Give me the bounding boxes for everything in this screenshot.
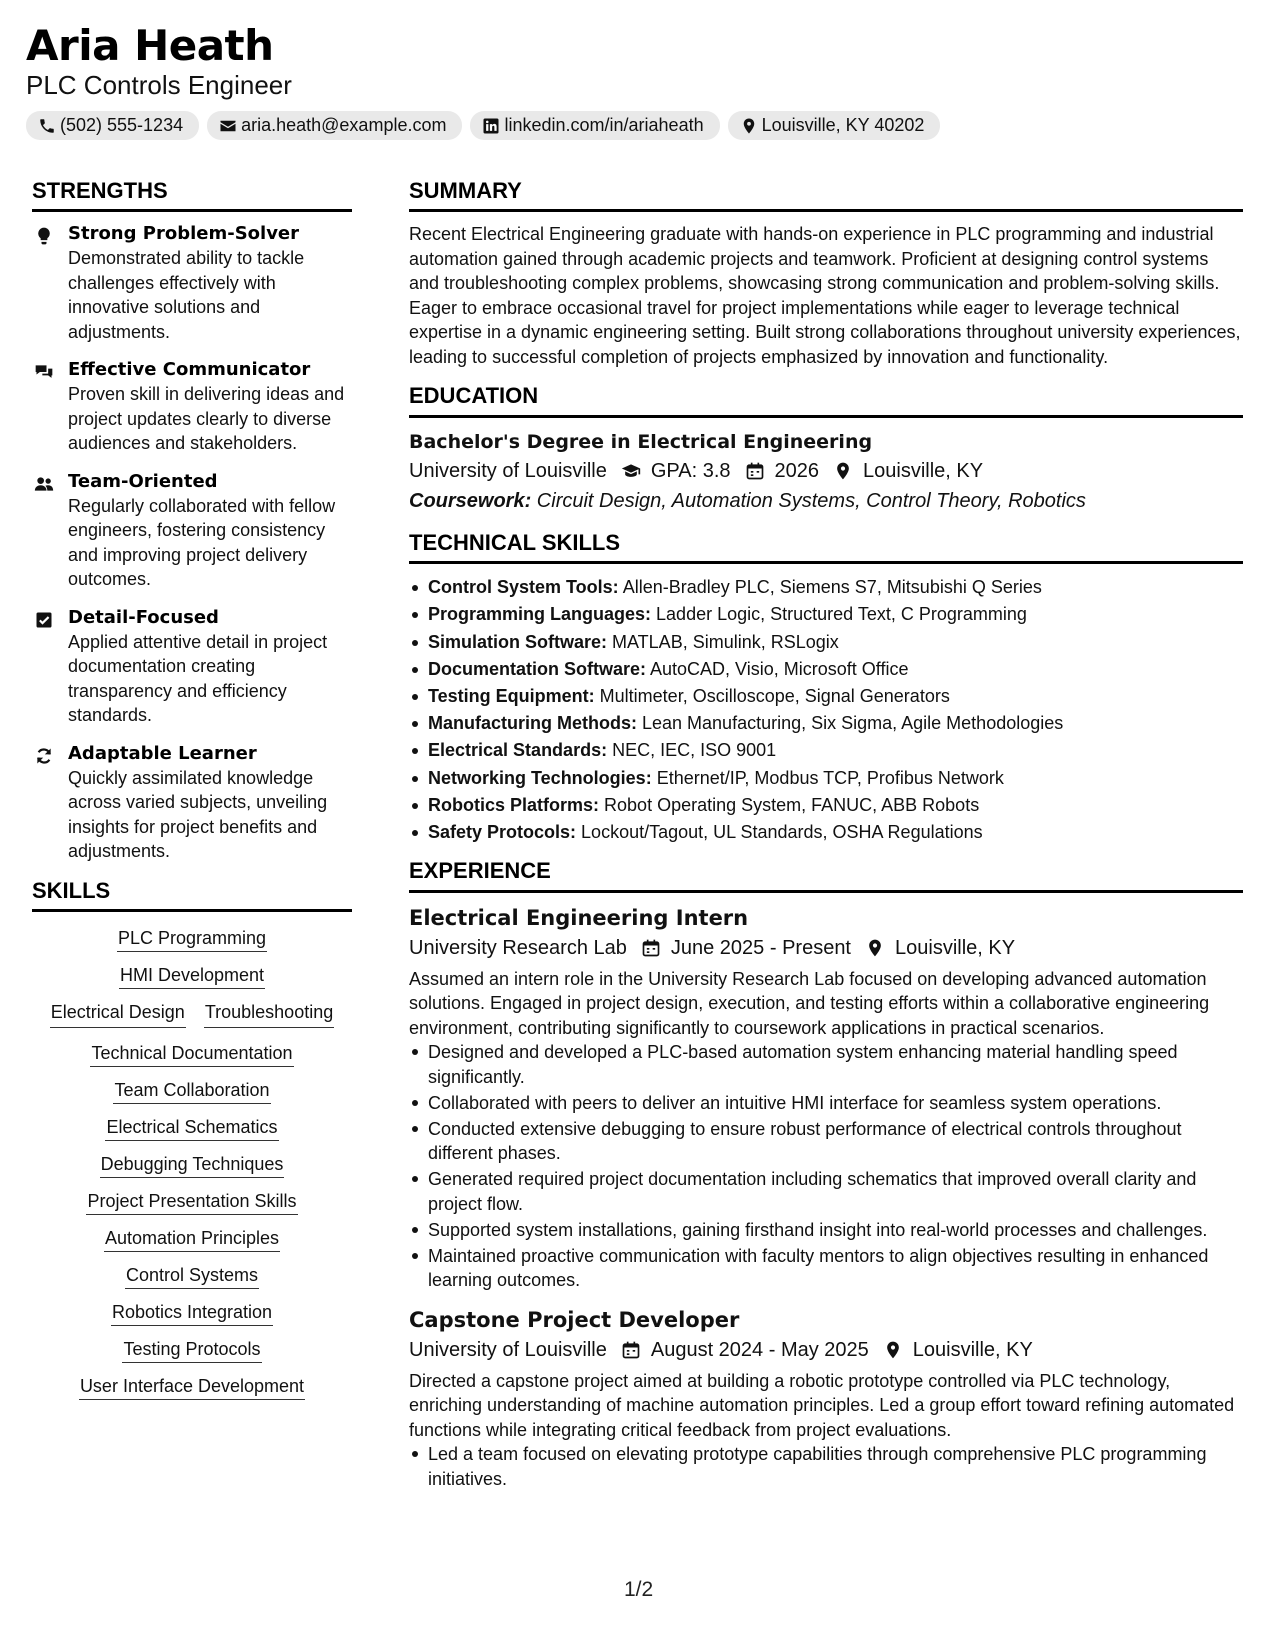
job-title: Capstone Project Developer bbox=[409, 1307, 740, 1332]
strength-description: Proven skill in delivering ideas and project updates clearly to diverse audiences and stakeholders. bbox=[68, 384, 345, 454]
job-meta bbox=[409, 933, 1243, 963]
left-column bbox=[32, 178, 352, 1398]
strength-description: Regularly collaborated with fellow engineers, fostering consistency and improving project delivery outcomes. bbox=[68, 495, 336, 590]
skill-row bbox=[32, 1374, 352, 1398]
job-description: Directed a capstone project aimed at building a robotic prototype controlled via PLC technology, enriching understanding of machine automation principles. Led a group effort toward refining automated functions while integrating critical feedback from project evaluations. bbox=[409, 1370, 1235, 1440]
skill-tag: Electrical Schematics bbox=[105, 1117, 278, 1141]
list-item: Supported system installations, gaining firsthand insight into real-world processes and challenges. bbox=[409, 1218, 1243, 1243]
strength-item bbox=[32, 470, 352, 592]
phone-icon bbox=[38, 117, 56, 135]
list-item: Testing Equipment: Multimeter, Oscilloscope, Signal Generators bbox=[409, 683, 1243, 710]
date-range: August 2024 - May 2025 bbox=[650, 1338, 869, 1361]
skill-tag: Testing Protocols bbox=[122, 1339, 261, 1363]
strength-item bbox=[32, 358, 352, 456]
coursework bbox=[409, 486, 1243, 516]
calendar-icon bbox=[621, 1340, 641, 1360]
skill-tag: PLC Programming bbox=[117, 928, 267, 952]
list-item: Led a team focused on elevating prototype capabilities through comprehensive PLC programming initiatives. bbox=[409, 1442, 1243, 1491]
job-entry bbox=[409, 1305, 1243, 1492]
phone-chip[interactable] bbox=[26, 111, 199, 140]
map-pin-icon bbox=[833, 461, 853, 481]
summary-text: Recent Electrical Engineering graduate with hands-on experience in PLC programming and industrial automation gained through academic projects and teamwork. Proficient at designing control systems and troubleshooting complex problems, showcasing strong communication and problem-solving skills. Eager to embrace occasional travel for project implementations while eager to leverage technical expertise in a dynamic engineering setting. Built strong collaborations throughout university experiences, leading to successful completion of projects emphasized by innovation and functionality. bbox=[409, 224, 1241, 367]
skill-tag: Electrical Design bbox=[50, 1000, 186, 1028]
resume-header bbox=[26, 22, 1256, 140]
skill-tag: User Interface Development bbox=[79, 1376, 305, 1400]
list-item: Collaborated with peers to deliver an intuitive HMI interface for seamless system operations. bbox=[409, 1091, 1243, 1116]
skill-row bbox=[32, 1226, 352, 1250]
technical-skills-list bbox=[409, 574, 1243, 846]
skill-tag: HMI Development bbox=[119, 965, 265, 989]
graduation-year: 2026 bbox=[774, 459, 820, 482]
skill-tag: Project Presentation Skills bbox=[86, 1191, 297, 1215]
job-location: Louisville, KY bbox=[912, 1338, 1033, 1361]
skill-row bbox=[32, 963, 352, 987]
strength-description: Demonstrated ability to tackle challenges effectively with innovative solutions and adjustments. bbox=[68, 248, 305, 342]
list-item: Documentation Software: AutoCAD, Visio, Microsoft Office bbox=[409, 656, 1243, 683]
job-entry bbox=[409, 903, 1243, 1293]
right-column bbox=[409, 178, 1243, 1503]
education-location: Louisville, KY bbox=[863, 459, 984, 482]
skill-row bbox=[32, 1189, 352, 1213]
refresh-icon bbox=[34, 746, 54, 766]
linkedin-chip[interactable] bbox=[470, 111, 719, 140]
skill-tag: Robotics Integration bbox=[111, 1302, 273, 1326]
job-location: Louisville, KY bbox=[895, 936, 1016, 959]
list-item: Networking Technologies: Ethernet/IP, Modbus TCP, Profibus Network bbox=[409, 765, 1243, 792]
map-pin-icon bbox=[883, 1340, 903, 1360]
calendar-icon bbox=[745, 461, 765, 481]
email-text: aria.heath@example.com bbox=[241, 115, 447, 136]
list-item: Simulation Software: MATLAB, Simulink, RSLogix bbox=[409, 629, 1243, 656]
organization: University of Louisville bbox=[409, 1338, 607, 1361]
school-name: University of Louisville bbox=[409, 459, 607, 482]
job-title: Electrical Engineering Intern bbox=[409, 905, 749, 930]
list-item: Manufacturing Methods: Lean Manufacturing, Six Sigma, Agile Methodologies bbox=[409, 710, 1243, 737]
skill-row bbox=[32, 1337, 352, 1361]
skill-row bbox=[32, 1115, 352, 1139]
list-item: Programming Languages: Ladder Logic, Structured Text, C Programming bbox=[409, 601, 1243, 628]
list-item: Conducted extensive debugging to ensure robust performance of electrical controls throughout different phases. bbox=[409, 1117, 1243, 1166]
page-number: 1/2 bbox=[624, 1578, 654, 1601]
strengths-list bbox=[32, 222, 352, 864]
skill-tag: Team Collaboration bbox=[113, 1080, 270, 1104]
skills-heading: SKILLS bbox=[32, 878, 352, 912]
chat-icon bbox=[34, 362, 54, 382]
skill-tag: Automation Principles bbox=[104, 1228, 280, 1252]
linkedin-text: linkedin.com/in/ariaheath bbox=[504, 115, 704, 136]
job-title: PLC Controls Engineer bbox=[26, 70, 292, 101]
strength-title: Strong Problem-Solver bbox=[68, 223, 300, 245]
skill-tag: Control Systems bbox=[125, 1265, 259, 1289]
strength-title: Effective Communicator bbox=[68, 359, 311, 381]
job-bullets bbox=[409, 1040, 1243, 1293]
location-text: Louisville, KY 40202 bbox=[761, 115, 925, 136]
experience-heading: EXPERIENCE bbox=[409, 858, 1243, 892]
summary-heading: SUMMARY bbox=[409, 178, 1243, 212]
strength-title: Detail-Focused bbox=[68, 606, 219, 628]
checkbox-icon bbox=[34, 610, 54, 630]
contact-bar bbox=[26, 111, 1256, 140]
skill-row bbox=[32, 926, 352, 950]
list-item: Maintained proactive communication with faculty mentors to align objectives resulting in enhanced learning outcomes. bbox=[409, 1244, 1243, 1293]
skills-list bbox=[32, 922, 352, 1398]
skill-row bbox=[32, 1263, 352, 1287]
list-item: Robotics Platforms: Robot Operating System, FANUC, ABB Robots bbox=[409, 792, 1243, 819]
skill-tag: Debugging Techniques bbox=[100, 1154, 285, 1178]
list-item: Safety Protocols: Lockout/Tagout, UL Standards, OSHA Regulations bbox=[409, 819, 1243, 846]
calendar-icon bbox=[641, 938, 661, 958]
strength-description: Quickly assimilated knowledge across varied subjects, unveiling insights for project benefits and adjustments. bbox=[68, 767, 328, 862]
linkedin-icon bbox=[482, 117, 500, 135]
map-pin-icon bbox=[865, 938, 885, 958]
skill-row bbox=[32, 1300, 352, 1324]
graduation-cap-icon bbox=[621, 461, 641, 481]
strengths-heading: STRENGTHS bbox=[32, 178, 352, 212]
candidate-name: Aria Heath bbox=[26, 21, 274, 70]
coursework-label: Coursework: bbox=[409, 489, 532, 512]
skill-tag: Technical Documentation bbox=[90, 1043, 293, 1067]
education-meta bbox=[409, 456, 1243, 486]
list-item: Electrical Standards: NEC, IEC, ISO 9001 bbox=[409, 737, 1243, 764]
strength-item bbox=[32, 606, 352, 728]
location-chip[interactable] bbox=[728, 111, 941, 140]
organization: University Research Lab bbox=[409, 936, 627, 959]
gpa: GPA: 3.8 bbox=[650, 459, 731, 482]
skill-row bbox=[32, 1078, 352, 1102]
skill-tag: Troubleshooting bbox=[204, 1000, 334, 1028]
strength-title: Adaptable Learner bbox=[68, 742, 257, 764]
email-chip[interactable] bbox=[207, 111, 462, 140]
users-icon bbox=[34, 474, 54, 494]
envelope-icon bbox=[219, 117, 237, 135]
strength-description: Applied attentive detail in project documentation creating transparency and efficiency standards. bbox=[68, 631, 328, 726]
phone-text: (502) 555-1234 bbox=[60, 115, 184, 136]
technical-skills-heading: TECHNICAL SKILLS bbox=[409, 530, 1243, 564]
list-item: Generated required project documentation including schematics that improved overall clarity and project flow. bbox=[409, 1167, 1243, 1216]
skill-row bbox=[32, 1152, 352, 1176]
skill-row bbox=[32, 1041, 352, 1065]
job-meta bbox=[409, 1335, 1243, 1365]
list-item: Control System Tools: Allen-Bradley PLC, Siemens S7, Mitsubishi Q Series bbox=[409, 574, 1243, 601]
strength-item bbox=[32, 222, 352, 344]
map-pin-icon bbox=[740, 117, 758, 135]
job-description: Assumed an intern role in the University Research Lab focused on developing advanced automation solutions. Engaged in project design, execution, and testing efforts within a collaborative engineering environment, contributing significantly to coursework applications in practical scenarios. bbox=[409, 968, 1210, 1038]
lightbulb-icon bbox=[34, 226, 54, 246]
date-range: June 2025 - Present bbox=[670, 936, 851, 959]
degree-title: Bachelor's Degree in Electrical Engineering bbox=[409, 430, 873, 453]
strength-title: Team-Oriented bbox=[68, 470, 218, 492]
strength-item bbox=[32, 742, 352, 864]
education-heading: EDUCATION bbox=[409, 383, 1243, 417]
list-item: Designed and developed a PLC-based automation system enhancing material handling speed significantly. bbox=[409, 1040, 1243, 1089]
coursework-list: Circuit Design, Automation Systems, Control Theory, Robotics bbox=[531, 489, 1086, 512]
job-bullets bbox=[409, 1442, 1243, 1491]
